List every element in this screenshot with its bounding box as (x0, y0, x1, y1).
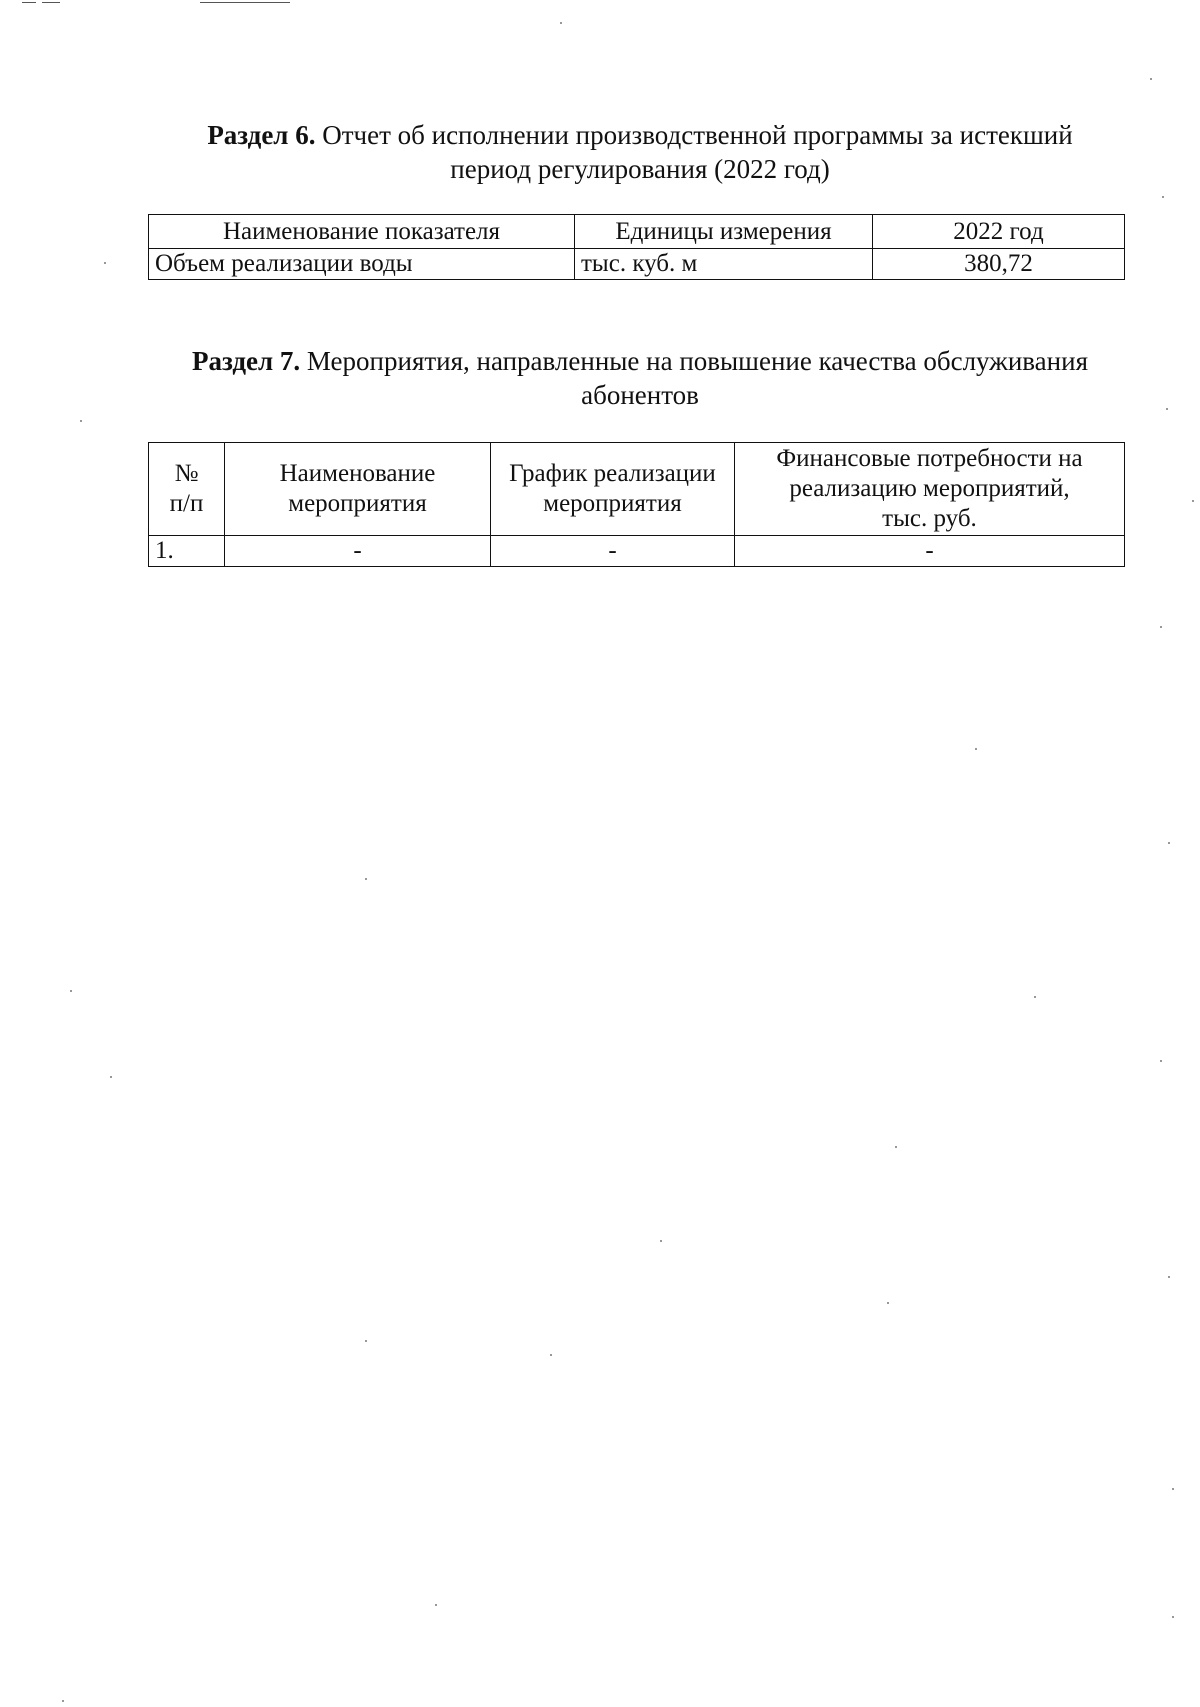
scan-speck (70, 990, 72, 992)
header-financial-needs (735, 443, 1125, 536)
header-schedule-line2: мероприятия (543, 490, 682, 517)
cell-financial-needs: - (735, 536, 1125, 567)
header-measure-name-line1: Наименование (279, 460, 436, 487)
scan-speck (62, 1700, 64, 1702)
scan-speck (1168, 1276, 1170, 1278)
scan-speck (1172, 1616, 1174, 1618)
section-7-heading: Мероприятия, направленные на повышение качества обслуживания (300, 346, 1088, 376)
cell-indicator-name: Объем реализации воды (149, 249, 575, 280)
scan-speck (1162, 196, 1164, 198)
scan-speck (110, 1076, 112, 1078)
header-financial-needs-line1: Финансовые потребности на (776, 445, 1083, 472)
header-number (149, 443, 225, 536)
scan-speck (895, 1146, 897, 1148)
header-number-line1: № (174, 460, 199, 487)
header-indicator-name: Наименование показателя (149, 215, 575, 249)
scan-speck (1166, 408, 1168, 410)
scan-speck (80, 420, 82, 422)
scan-mark (200, 2, 290, 3)
scan-speck (1160, 1060, 1162, 1062)
section-6-heading-line2: период регулирования (2022 год) (450, 154, 830, 184)
header-measure-name-line2: мероприятия (288, 490, 427, 517)
cell-unit: тыс. куб. м (575, 249, 873, 280)
scan-speck (1160, 626, 1162, 628)
scan-speck (1150, 78, 1152, 80)
scan-speck (365, 878, 367, 880)
section-6-number: Раздел 6. (207, 120, 316, 150)
scan-mark (22, 2, 36, 3)
cell-measure-name: - (225, 536, 491, 567)
scan-speck (887, 1302, 889, 1304)
table-row (149, 536, 1125, 567)
header-schedule-line1: График реализации (509, 460, 716, 487)
header-measure-name (225, 443, 491, 536)
header-year: 2022 год (873, 215, 1125, 249)
scan-speck (660, 1240, 662, 1242)
scan-speck (365, 1340, 367, 1342)
scan-speck (1034, 996, 1036, 998)
section-6-heading: Отчет об исполнении производственной программы за истекший (315, 120, 1073, 150)
scan-speck (1172, 1488, 1174, 1490)
scan-speck (435, 1604, 437, 1606)
cell-value: 380,72 (873, 249, 1125, 280)
cell-number: 1. (149, 536, 225, 567)
scan-speck (560, 22, 562, 24)
scan-speck (1192, 500, 1194, 502)
section-7-title (150, 344, 1130, 412)
header-number-line2: п/п (169, 490, 204, 517)
scan-speck (975, 748, 977, 750)
table-row (149, 249, 1125, 280)
production-program-table (148, 214, 1125, 280)
header-financial-needs-line3: тыс. руб. (882, 505, 977, 532)
scan-speck (104, 262, 106, 264)
section-7-heading-line2: абонентов (581, 380, 699, 410)
table-header-row (149, 215, 1125, 249)
scan-speck (550, 1354, 552, 1356)
table-header-row (149, 443, 1125, 536)
header-unit: Единицы измерения (575, 215, 873, 249)
scan-mark (42, 2, 60, 3)
scan-speck (1168, 842, 1170, 844)
section-6-title (150, 118, 1130, 186)
header-financial-needs-line2: реализацию мероприятий, (789, 475, 1070, 502)
header-schedule (491, 443, 735, 536)
section-7-number: Раздел 7. (192, 346, 301, 376)
cell-schedule: - (491, 536, 735, 567)
service-quality-measures-table (148, 442, 1125, 567)
